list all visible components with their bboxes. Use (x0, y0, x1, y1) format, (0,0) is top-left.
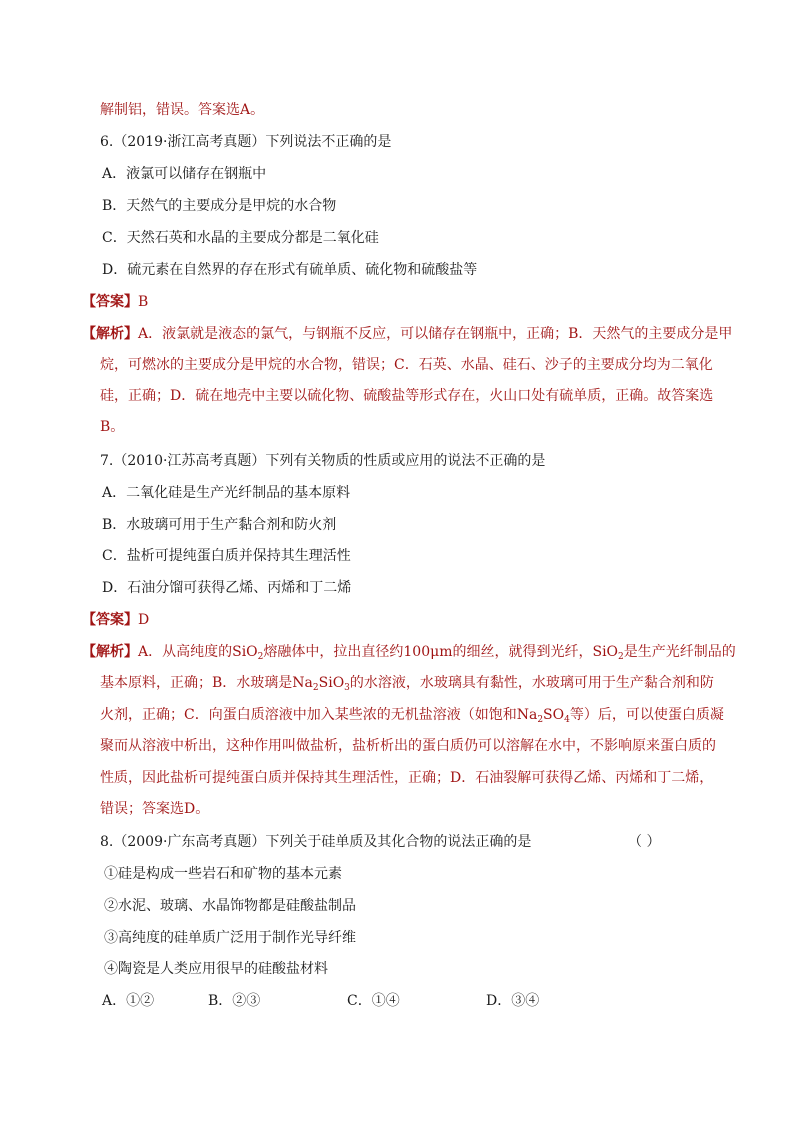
q7-answer-value: D (138, 612, 150, 628)
q6-analysis-line-1: 【解析】A．液氯就是液态的氯气，与钢瓶不反应，可以储存在钢瓶中，正确；B．天然气的主要成分是甲 (82, 326, 733, 342)
previous-answer-tail: 解制铝，错误。答案选A。 (100, 102, 265, 118)
q8-choice-b: B．②③ (208, 993, 261, 1009)
q7-answer-tag: 【答案】 (82, 612, 138, 628)
q7-option-c: C．盐析可提纯蛋白质并保持其生理活性 (102, 548, 351, 564)
q7-analysis-line-5: 性质，因此盐析可提纯蛋白质并保持其生理活性，正确；D．石油裂解可获得乙烯、丙烯和丁二烯， (100, 770, 714, 786)
q8-answer-blank: （ ） (628, 834, 661, 850)
q6-answer-value: B (138, 294, 149, 310)
q6-analysis-line-4: B。 (100, 419, 125, 435)
q6-analysis-line-3: 硅，正确；D．硫在地壳中主要以硫化物、硫酸盐等形式存在，火山口处有硫单质，正确。故答案选 (100, 388, 714, 404)
q7-analysis-line-3: 火剂，正确；C．向蛋白质溶液中加入某些浓的无机盐溶液（如饱和$Na_2SO_4$等）后，可以使蛋白质凝 (100, 707, 724, 725)
q6-option-d: D．硫元素在自然界的存在形式有硫单质、硫化物和硫酸盐等 (102, 262, 478, 278)
q8-statement-1: ①硅是构成一些岩石和矿物的基本元素 (104, 866, 342, 882)
q6-analysis-tag: 【解析】 (82, 326, 138, 342)
q6-option-b: B．天然气的主要成分是甲烷的水合物 (102, 198, 337, 214)
q6-answer-tag: 【答案】 (82, 294, 138, 310)
q8-statement-4: ④陶瓷是人类应用很早的硅酸盐材料 (104, 961, 328, 977)
q6-option-c: C．天然石英和水晶的主要成分都是二氧化硅 (102, 230, 379, 246)
q7-stem: 7.（2010·江苏高考真题）下列有关物质的性质或应用的说法不正确的是 (100, 453, 546, 469)
q6-option-a: A．液氯可以储存在钢瓶中 (102, 166, 267, 182)
q8-choice-a: A．①② (102, 993, 155, 1009)
q7-answer (82, 610, 149, 630)
q7-analysis-line-4: 聚而从溶液中析出，这种作用叫做盐析，盐析析出的蛋白质仍可以溶解在水中，不影响原来蛋白质的 (100, 738, 716, 754)
q6-stem: 6.（2019·浙江高考真题）下列说法不正确的是 (100, 134, 392, 150)
q7-analysis-line-6: 错误；答案选D。 (100, 801, 210, 817)
q7-option-b: B．水玻璃可用于生产黏合剂和防火剂 (102, 517, 337, 533)
q7-option-a: A．二氧化硅是生产光纤制品的基本原料 (102, 485, 351, 501)
q7-analysis-tag: 【解析】 (82, 644, 138, 660)
q8-choice-d: D．③④ (486, 993, 540, 1009)
q7-analysis-line-1: 【解析】A．从高纯度的SiO$_2$熔融体中，拉出直径约100μm的细丝，就得到光纤，SiO$_2$是生产光纤制品的 (82, 644, 736, 662)
q8-stem: 8.（2009·广东高考真题）下列关于硅单质及其化合物的说法正确的是 (100, 834, 532, 850)
q6-answer (82, 292, 148, 312)
q7-analysis-line-2: 基本原料，正确；B．水玻璃是$Na_2SiO_3$的水溶液，水玻璃具有黏性，水玻璃可用于生产黏合剂和防 (100, 675, 714, 693)
q8-statement-3: ③高纯度的硅单质广泛用于制作光导纤维 (104, 930, 356, 946)
q8-statement-2: ②水泥、玻璃、水晶饰物都是硅酸盐制品 (104, 898, 356, 914)
q7-option-d: D．石油分馏可获得乙烯、丙烯和丁二烯 (102, 580, 352, 596)
q8-choice-c: C．①④ (347, 993, 400, 1009)
q6-analysis-line-2: 烷，可燃冰的主要成分是甲烷的水合物，错误；C．石英、水晶、硅石、沙子的主要成分均为二氧化 (100, 357, 713, 373)
